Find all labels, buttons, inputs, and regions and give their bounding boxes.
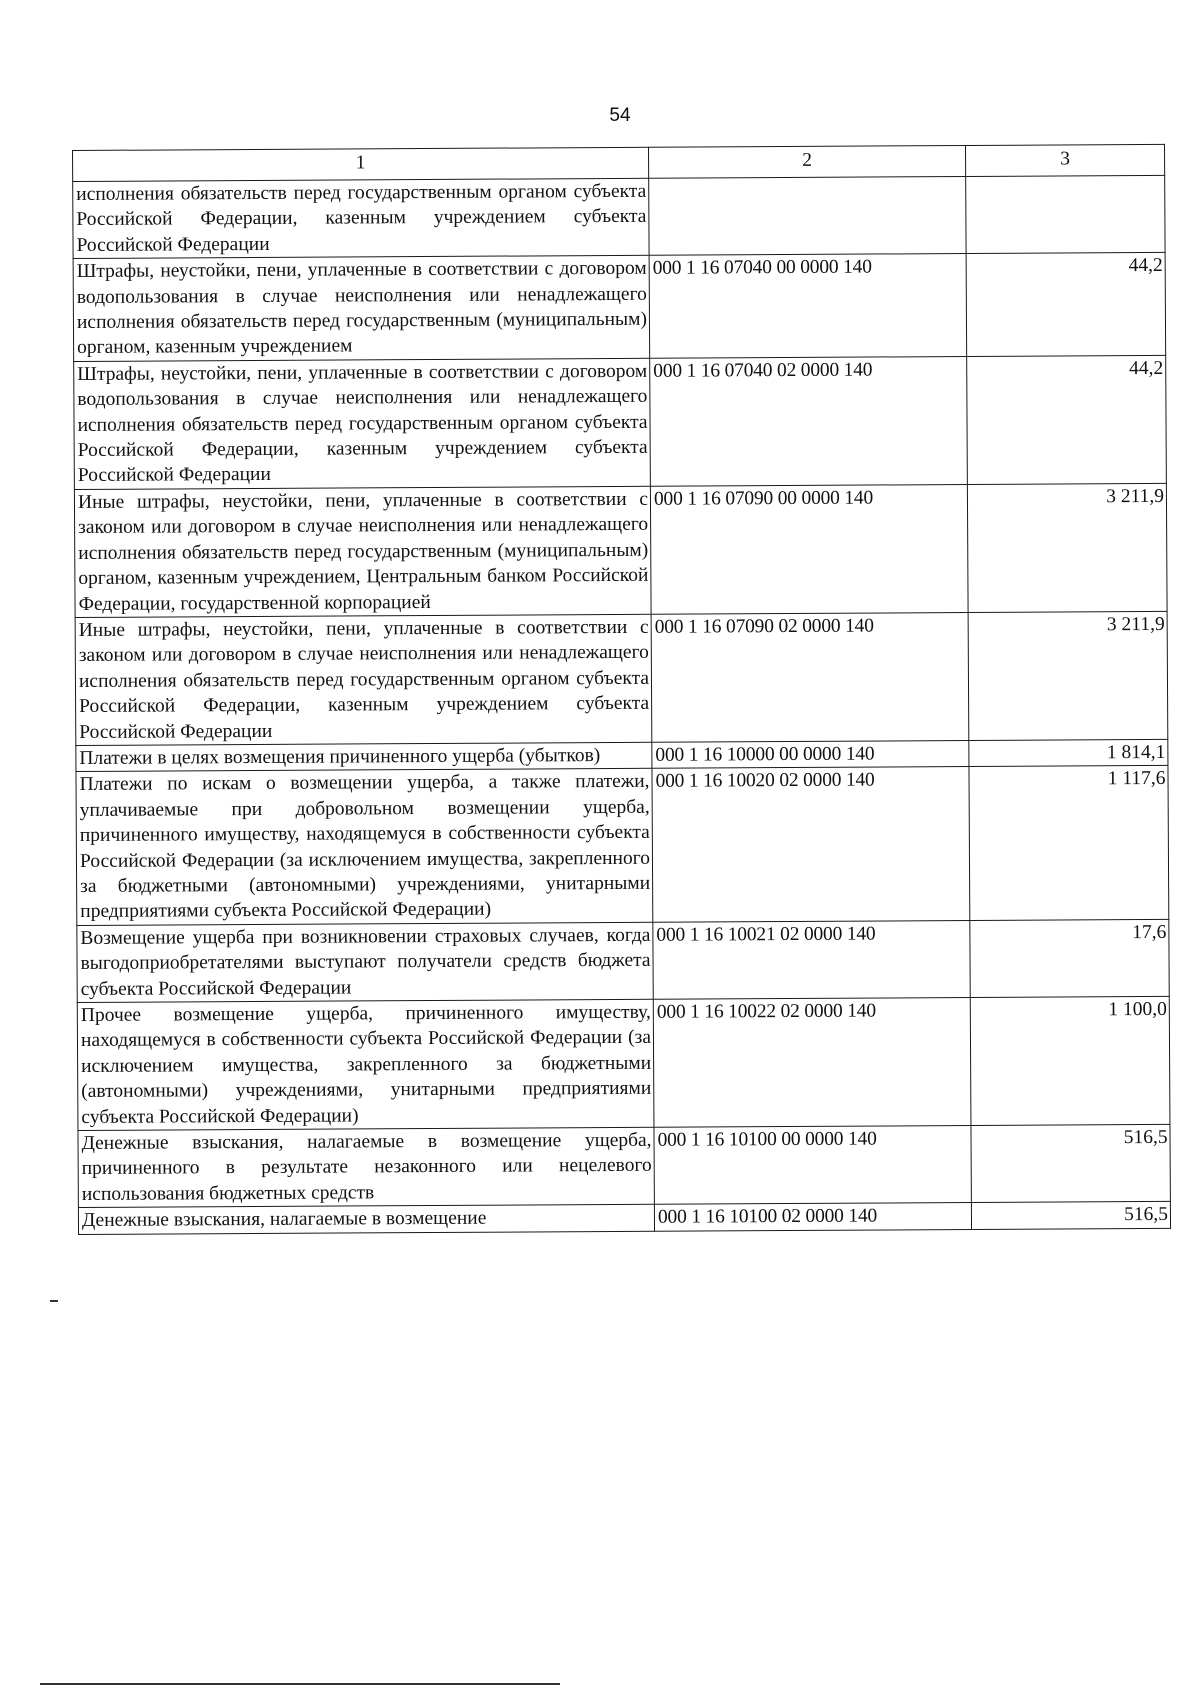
footer-rule <box>40 1683 560 1685</box>
table-row <box>75 611 1168 745</box>
row-amount: 1 100,0 <box>970 996 1170 1125</box>
row-amount: 1 814,1 <box>969 739 1168 767</box>
row-amount: 1 117,6 <box>969 766 1169 921</box>
row-description: Иные штрафы, неустойки, пени, уплаченные в соответствии с законом или договором в случае неисполнения или ненадлежащего исполнения обязательств перед государственным органом субъекта Российской Федерации, казенным учреждением субъекта Российской Федерации <box>75 614 652 745</box>
column-header-1: 1 <box>73 147 649 181</box>
table-row <box>76 766 1169 926</box>
table-row <box>77 996 1170 1130</box>
row-amount: 44,2 <box>967 355 1167 484</box>
row-description: Возмещение ущерба при возникновении страховых случаев, когда выгодоприобретателями выступают получатели средств бюджета субъекта Российской Федерации <box>77 922 653 1002</box>
row-amount: 3 211,9 <box>968 611 1168 740</box>
table-row <box>73 253 1166 362</box>
revenue-table <box>72 144 1171 1235</box>
row-amount: 3 211,9 <box>967 483 1167 612</box>
row-description: Штрафы, неустойки, пени, уплаченные в соответствии с договором водопользования в случае неисполнения или ненадлежащего исполнения обязательств перед государственным (муниципальным) органом, казенным учреждением <box>73 255 650 361</box>
table-row <box>74 355 1167 489</box>
row-description: Денежные взыскания, налагаемые в возмещение ущерба, причиненного в результате незаконного или нецелевого использования бюджетных средств <box>78 1127 654 1207</box>
row-amount: 516,5 <box>971 1202 1170 1230</box>
row-code: 000 1 16 07040 02 0000 140 <box>650 356 968 486</box>
table-row <box>73 175 1165 258</box>
row-amount: 44,2 <box>966 253 1166 357</box>
row-code: 000 1 16 07040 00 0000 140 <box>649 254 967 358</box>
column-header-3: 3 <box>965 144 1164 176</box>
row-description: исполнения обязательств перед государственным органом субъекта Российской Федерации, казенным учреждением субъекта Российской Федерации <box>73 178 649 258</box>
row-code: 000 1 16 10022 02 0000 140 <box>653 997 971 1127</box>
row-code: 000 1 16 10020 02 0000 140 <box>652 767 970 922</box>
row-code: 000 1 16 10021 02 0000 140 <box>653 920 970 999</box>
row-code: 000 1 16 10100 00 0000 140 <box>654 1126 971 1205</box>
column-header-2: 2 <box>648 146 965 179</box>
row-description: Иные штрафы, неустойки, пени, уплаченные в соответствии с законом или договором в случае неисполнения или ненадлежащего исполнения обязательств перед государственным (муниципальным) органом, казенным учреждением, Центральным банком Российской Федерации, государственной корпорацией <box>74 486 651 617</box>
margin-mark <box>50 1300 58 1302</box>
row-code: 000 1 16 07090 02 0000 140 <box>651 612 969 742</box>
row-code: 000 1 16 07090 00 0000 140 <box>650 484 968 614</box>
row-description: Прочее возмещение ущерба, причиненного имуществу, находящемуся в собственности субъекта Российской Федерации (за исключением имущества, закрепленного за бюджетными (автономными) учреждениями, унитарными предприятиями субъекта Российской Федерации) <box>77 999 654 1130</box>
row-amount <box>966 175 1165 253</box>
row-amount: 17,6 <box>970 919 1169 997</box>
row-code <box>649 177 966 256</box>
row-code: 000 1 16 10100 02 0000 140 <box>654 1203 971 1231</box>
row-description: Денежные взыскания, налагаемые в возмещение <box>78 1205 654 1235</box>
row-description: Платежи в целях возмещения причиненного ущерба (убытков) <box>76 742 652 772</box>
table-row <box>78 1124 1170 1207</box>
row-amount: 516,5 <box>971 1124 1170 1202</box>
table-row <box>77 919 1169 1002</box>
row-description: Штрафы, неустойки, пени, уплаченные в соответствии с договором водопользования в случае неисполнения или ненадлежащего исполнения обязательств перед государственным органом субъекта Российской Федерации, казенным учреждением субъекта Российской Федерации <box>74 358 651 489</box>
page-number: 54 <box>609 105 631 126</box>
table-row <box>78 1202 1170 1235</box>
row-description: Платежи по искам о возмещении ущерба, а также платежи, уплачиваемые при добровольном возмещении ущерба, причиненного имуществу, находящемуся в собственности субъекта Российской Федерации (за исключением имущества, закрепленного за бюджетными (автономными) учреждениями, унитарными предприятиями субъекта Российской Федерации) <box>76 769 653 926</box>
row-code: 000 1 16 10000 00 0000 140 <box>652 740 969 768</box>
table-row <box>74 483 1167 617</box>
